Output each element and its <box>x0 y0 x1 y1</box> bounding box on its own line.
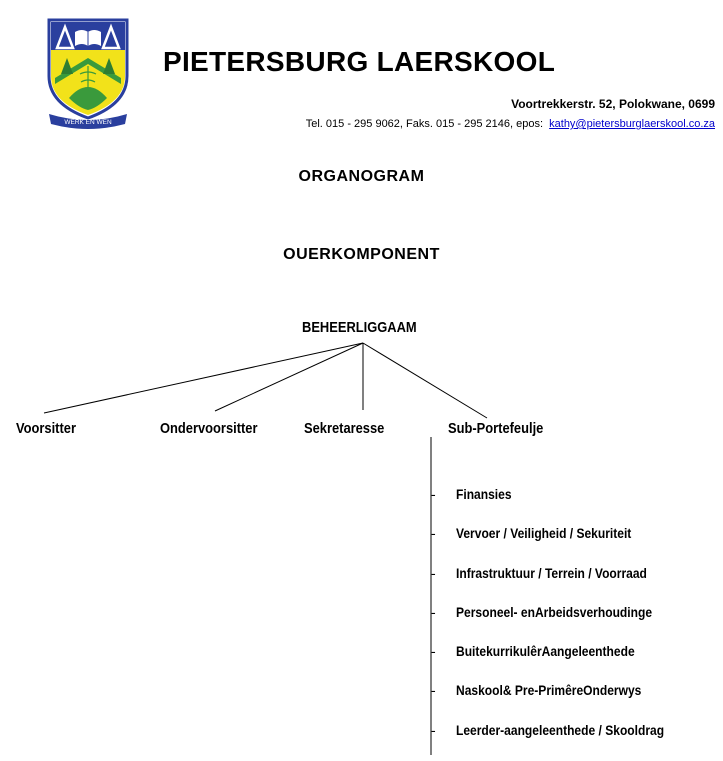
member-sekretaresse: Sekretaresse <box>304 420 385 437</box>
portfolio-item <box>431 643 698 682</box>
portfolio-item <box>431 722 698 761</box>
crest-motto-text: WERK EN WEN <box>64 119 112 126</box>
member-sub-portefeulje: Sub-Portefeulje <box>448 420 544 437</box>
portfolio-item <box>431 525 698 564</box>
member-ondervoorsitter: Ondervoorsitter <box>160 420 258 437</box>
portfolio-label: Infrastruktuur / Terrein / Voorraad <box>456 564 647 581</box>
portfolio-label: Leerder-aangeleenthede / Skooldrag <box>456 721 665 738</box>
member-voorsitter: Voorsitter <box>16 420 76 437</box>
portfolio-label: Naskool& Pre-PrimêreOnderwys <box>456 682 642 699</box>
connector-ondervoorsitter <box>215 343 363 411</box>
school-name: PIETERSBURG LAERSKOOL <box>163 46 556 77</box>
portfolio-item <box>431 486 698 525</box>
page-title-organogram: ORGANOGRAM <box>298 168 425 185</box>
section-title-ouerkomponent: OUERKOMPONENT <box>283 246 440 263</box>
list-bullet: - <box>431 525 436 542</box>
list-bullet: - <box>431 682 436 699</box>
connector-voorsitter <box>44 343 363 413</box>
portfolio-label: Vervoer / Veiligheid / Sekuriteit <box>456 525 632 542</box>
email-link[interactable]: kathy@pietersburglaerskool.co.za <box>549 118 715 130</box>
list-bullet: - <box>431 721 436 738</box>
list-bullet: - <box>431 643 436 660</box>
connector-sub-portefeulje <box>363 343 487 418</box>
portfolio-item <box>431 604 698 643</box>
list-bullet: - <box>431 564 436 581</box>
list-bullet: - <box>431 486 436 502</box>
portfolio-label: Finansies <box>456 486 512 502</box>
list-bullet: - <box>431 603 436 620</box>
portfolio-label: BuitekurrikulêrAangeleenthede <box>456 643 635 660</box>
portfolio-item <box>431 565 698 604</box>
portfolio-list <box>431 486 698 761</box>
portfolio-label: Personeel- enArbeidsverhoudinge <box>456 603 653 620</box>
board-node-beheerliggaam: BEHEERLIGGAAM <box>302 319 417 336</box>
contact-phone-fax: Tel. 015 - 295 9062, Faks. 015 - 295 2146, epos: <box>305 118 544 130</box>
portfolio-item <box>431 682 698 721</box>
school-address: Voortrekkerstr. 52, Polokwane, 0699 <box>511 97 715 111</box>
